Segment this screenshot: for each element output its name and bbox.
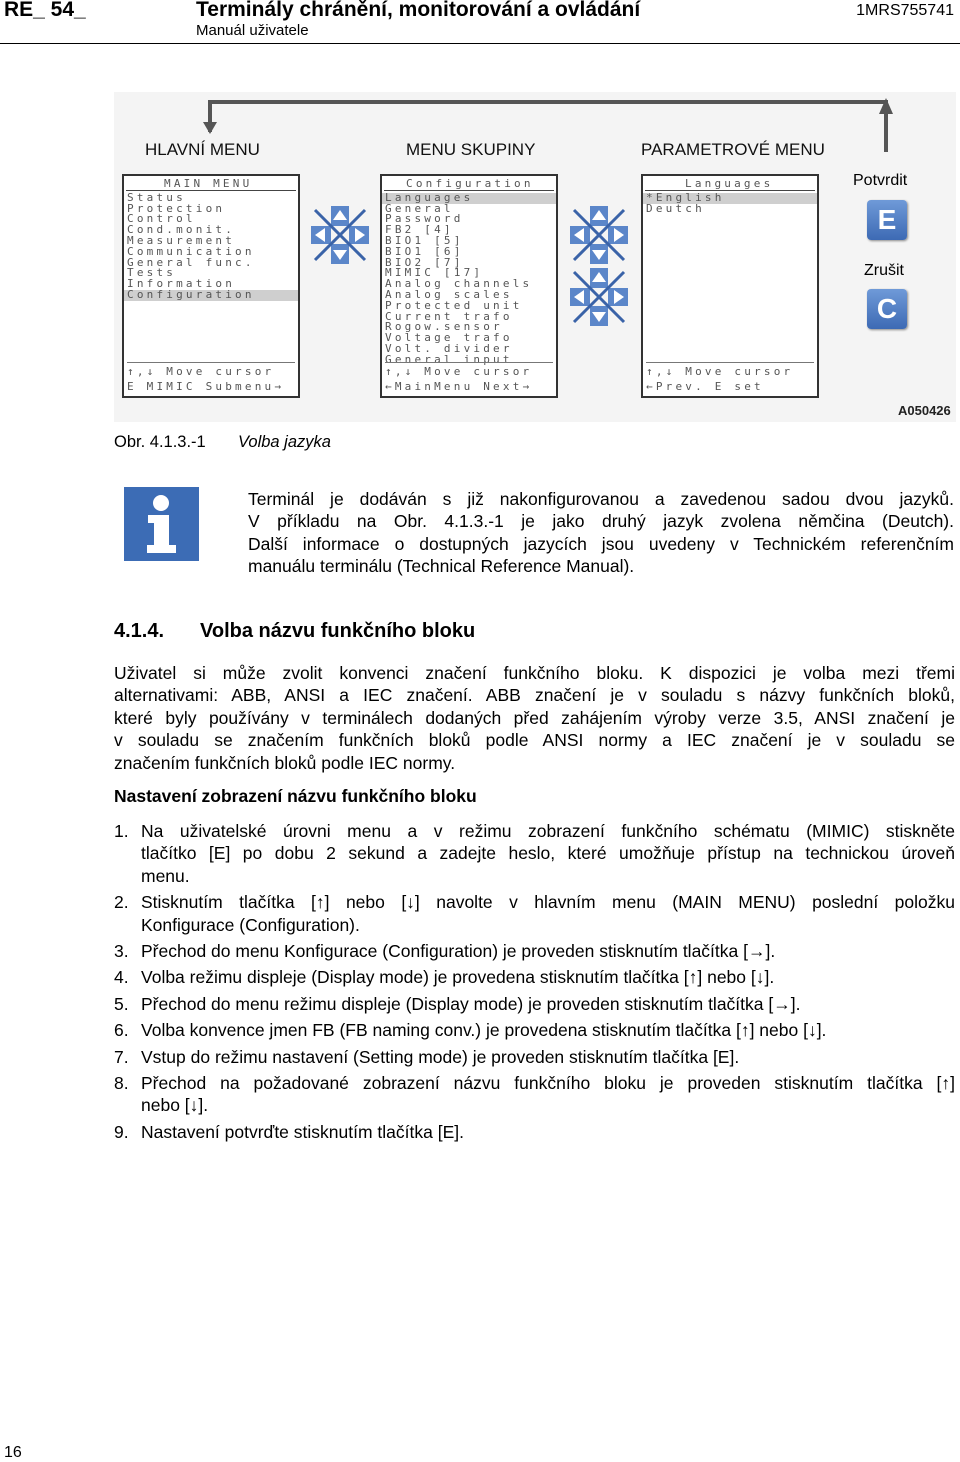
paragraph-line: v souladu se značením funkčních bloků podle ANSI normy a IEC značení je v souladu se — [114, 730, 955, 751]
lcd-main-footer-line2: E MIMIC Submenu→ — [127, 382, 285, 393]
header-divider — [0, 43, 960, 44]
arrow-keys-icon — [570, 268, 628, 326]
paragraph-line: alternativami: ABB, ANSI a IEC značení. ABB značení je v souladu s názvy funkčních bloků, — [114, 685, 955, 706]
paragraph-line: značením funkčních bloků podle IEC normy. — [114, 752, 456, 773]
figure-caption-text: Volba jazyka — [238, 433, 331, 451]
paragraph-line: Uživatel si může zvolit konvenci značení funkčního bloku. K dispozici je volba mezi třemi — [114, 663, 955, 683]
lcd-group-footer-line1: ↑,↓ Move cursor — [385, 367, 533, 379]
list-number: 3. — [114, 941, 129, 962]
list-item-line: Přechod do menu Konfigurace (Configuration) je proveden stisknutím tlačítka [→]. — [141, 941, 776, 962]
lcd-group-items — [382, 193, 556, 366]
list-item-line: Stisknutím tlačítka [↑] nebo [↓] navolte v hlavním menu (MAIN MENU) poslední položku — [141, 892, 955, 913]
lcd-menu-item: Information — [127, 279, 236, 290]
lcd-menu-item: Cond.monit. — [127, 225, 236, 236]
section-paragraph — [114, 662, 955, 774]
list-item — [114, 820, 955, 887]
list-item-line: Přechod do menu režimu displeje (Display mode) je proveden stisknutím tlačítka [→]. — [141, 993, 801, 1014]
lcd-menu-item: Control — [127, 214, 196, 226]
paragraph-line: které byly používány v terminálech dodaných před zahájením výroby verze 3.5, ANSI značení je — [114, 707, 955, 728]
lcd-group-menu — [380, 174, 558, 398]
list-item — [114, 1019, 955, 1041]
note-line: Další informace o dostupných jazycích jsou uvedeny v Technickém referenčním — [248, 533, 954, 554]
lcd-menu-item: Password — [385, 214, 464, 226]
figure-code: A050426 — [898, 403, 951, 418]
lcd-menu-item: Current trafo — [385, 311, 513, 323]
lcd-main-items — [124, 193, 298, 301]
list-item-line: nebo [↓]. — [141, 1095, 209, 1116]
lcd-menu-item: Status — [127, 192, 186, 204]
note-line: V příkladu na Obr. 4.1.3.-1 je jako druhý jazyk zvolena němčina (Deutch). — [248, 511, 954, 532]
list-item — [114, 966, 955, 988]
lcd-main-title: MAIN MENU — [126, 179, 296, 191]
lcd-menu-item: Analog channels — [385, 279, 533, 290]
label-group-menu: MENU SKUPINY — [406, 140, 536, 159]
list-item-line: Vstup do režimu nastavení (Setting mode) je proveden stisknutím tlačítka [E]. — [141, 1046, 740, 1067]
lcd-menu-item: Deutch — [646, 203, 705, 215]
lcd-param-footer — [646, 362, 814, 393]
lcd-menu-item: Languages — [382, 193, 556, 204]
lcd-menu-item: Protection — [127, 203, 226, 215]
lcd-menu-item: Configuration — [124, 290, 298, 301]
list-item — [114, 1121, 955, 1143]
arrow-keys-icon — [570, 206, 628, 264]
header-product: RE_ 54_ — [4, 0, 86, 21]
label-confirm: Potvrdit — [853, 172, 908, 189]
list-number: 7. — [114, 1046, 129, 1067]
lcd-param-title: Languages — [645, 179, 815, 191]
lcd-menu-item: General input — [385, 354, 513, 366]
label-cancel: Zrušit — [864, 262, 904, 279]
lcd-menu-item: BIO1 [5] — [385, 235, 464, 247]
list-number: 9. — [114, 1121, 129, 1142]
subheading: Nastavení zobrazení názvu funkčního bloku — [114, 786, 477, 806]
figure-caption-number: Obr. 4.1.3.-1 — [114, 433, 206, 451]
list-item — [114, 891, 955, 936]
lcd-group-title: Configuration — [384, 179, 554, 191]
lcd-menu-item: Protected unit — [385, 300, 523, 312]
lcd-group-footer — [385, 362, 553, 393]
list-number: 6. — [114, 1020, 129, 1041]
note-line: Terminál je dodáván s již nakonfigurovanou a zavedenou sadou dvou jazyků. — [248, 489, 954, 509]
list-item — [114, 1046, 955, 1068]
list-number: 4. — [114, 967, 129, 988]
page-number: 16 — [4, 1444, 22, 1461]
section-title: Volba názvu funkčního bloku — [200, 620, 476, 642]
lcd-menu-item: BIO1 [6] — [385, 246, 464, 258]
lcd-menu-item: BIO2 [7] — [385, 257, 464, 269]
list-item-line: tlačítko [E] po dobu 2 sekund a zadejte heslo, které umožňuje přístup na technickou úroveň — [141, 843, 955, 864]
lcd-main-menu — [122, 174, 300, 398]
list-number: 5. — [114, 993, 129, 1014]
list-item-line: Konfigurace (Configuration). — [141, 914, 360, 935]
section-number: 4.1.4. — [114, 620, 165, 642]
steps-list — [114, 820, 955, 1147]
arrow-keys-icon — [311, 206, 369, 264]
label-param-menu: PARAMETROVÉ MENU — [641, 140, 825, 159]
list-item-line: Volba režimu displeje (Display mode) je provedena stisknutím tlačítka [↑] nebo [↓]. — [141, 967, 775, 988]
list-item — [114, 940, 955, 962]
lcd-menu-item: *English — [643, 193, 817, 204]
lcd-menu-item: Voltage trafo — [385, 333, 513, 344]
c-key-icon: C — [867, 289, 907, 329]
list-number: 8. — [114, 1073, 129, 1094]
lcd-param-footer-line2: ←Prev. E set — [646, 382, 764, 393]
lcd-menu-item: MIMIC [17] — [385, 268, 484, 280]
lcd-menu-item: Communication — [127, 246, 255, 258]
e-key-icon: E — [867, 200, 907, 240]
list-number: 2. — [114, 892, 129, 913]
list-item-line: Nastavení potvrďte stisknutím tlačítka [E]. — [141, 1121, 464, 1142]
lcd-menu-item: General — [385, 203, 454, 215]
lcd-main-footer — [127, 362, 295, 393]
lcd-menu-item: Measurement — [127, 235, 236, 247]
header-subtitle: Manuál uživatele — [196, 22, 309, 39]
list-item-line: Přechod na požadované zobrazení názvu funkčního bloku je proveden stisknutím tlačítka [↑] — [141, 1073, 955, 1094]
lcd-group-footer-line2: ←MainMenu Next→ — [385, 382, 533, 393]
figure-language-selection — [114, 92, 956, 422]
list-item-line: Volba konvence jmen FB (FB naming conv.) je provedena stisknutím tlačítka [↑] nebo [↓]. — [141, 1020, 827, 1041]
list-item — [114, 1072, 955, 1117]
header-title: Terminály chránění, monitorování a ovládání — [196, 0, 641, 21]
lcd-menu-item: FB2 [4] — [385, 225, 454, 236]
lcd-menu-item: Volt. divider — [385, 343, 513, 355]
note-line: manuálu terminálu (Technical Reference Manual). — [248, 556, 635, 577]
lcd-param-items — [643, 193, 817, 215]
list-item-line: Na uživatelské úrovni menu a v režimu zobrazení funkčního schématu (MIMIC) stiskněte — [141, 821, 955, 841]
lcd-param-menu — [641, 174, 819, 398]
lcd-menu-item: General func. — [127, 257, 255, 269]
lcd-param-footer-line1: ↑,↓ Move cursor — [646, 367, 794, 379]
note-text — [248, 488, 954, 578]
info-icon — [124, 487, 199, 561]
lcd-main-footer-line1: ↑,↓ Move cursor — [127, 367, 275, 379]
list-item-line: menu. — [141, 865, 190, 886]
header-doc-id: 1MRS755741 — [856, 2, 954, 19]
list-number: 1. — [114, 821, 129, 841]
lcd-menu-item: Rogow.sensor — [385, 322, 503, 334]
list-item — [114, 993, 955, 1015]
lcd-menu-item: Tests — [127, 268, 177, 280]
label-main-menu: HLAVNÍ MENU — [145, 140, 260, 159]
lcd-menu-item: Analog scales — [385, 289, 513, 301]
